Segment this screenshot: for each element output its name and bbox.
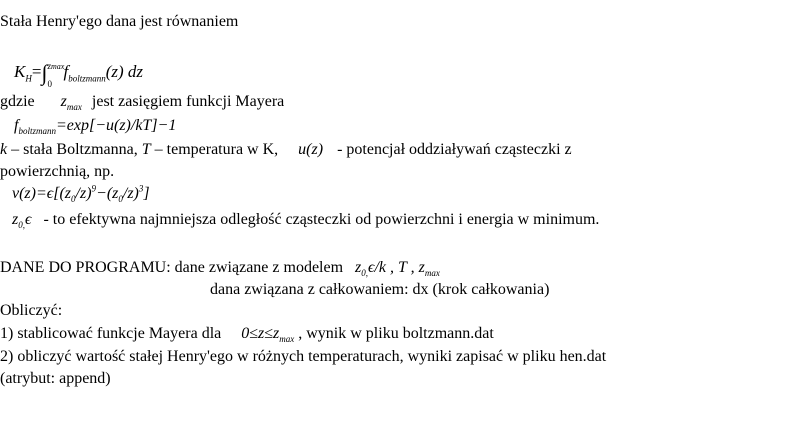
z0-text: - to efektywna najmniejsza odległość cząsteczki od powierzchni i energia w minimum. [43,211,600,228]
task1-prefix: 1) stablicować funkcje Mayera dla [0,325,222,342]
where-text: jest zasięgiem funkcji Mayera [91,93,285,110]
pot-mid2: −(z [96,185,119,202]
intro-text: Stała Henry'ego dana jest równaniem [0,13,239,30]
integration-data-line: dana związana z całkowaniem: dx (krok całkowania) [210,281,550,298]
const-k: k [0,141,8,158]
pot-mid3: /z) [122,185,139,202]
const-u: u(z) [298,141,324,158]
where-prefix: gdzie [0,93,35,110]
formula-k-sub: H [25,73,32,84]
formula-eq: = [31,62,42,81]
compute-label: Obliczyć: [0,302,63,319]
pot-sup2: 3 [138,183,144,194]
mayer-f-sub: boltzmann [18,126,56,137]
program-data-z: z [355,259,362,276]
formula-f: f [63,62,69,81]
mayer-function [14,116,176,136]
formula-arg: (z) dz [105,62,144,81]
where-z-sub: max [66,102,82,113]
task-item-2: 2) obliczyć wartość stałej Henry'ego w różnych temperaturach, wyniki zapisać w pliku hen.dat [0,348,607,365]
pot-lhs: v(z)=ϵ[(z [12,185,72,202]
const-T: T [141,141,151,158]
surface-line: powierzchnią, np. [0,163,115,180]
integral-upper-sub: max [50,62,65,71]
program-data-z-sub: 0, [361,268,369,279]
henry-formula [14,60,144,89]
pot-sup1: 9 [91,183,97,194]
formula-f-sub: boltzmann [68,73,106,84]
const-t2: – temperatura w K, [150,141,279,158]
program-data-rest: ϵ/k , T , z [368,259,425,276]
task-item-1 [0,324,494,344]
pot-sub1: 0 [71,194,76,205]
z0-eps: ϵ [24,211,32,228]
z0-sub: 0, [18,220,25,231]
pot-sub2: 0 [118,194,123,205]
task-item-2-cont: (atrybut: append) [0,370,111,387]
task1-math: 0≤z≤z [241,325,280,342]
const-t1: – stała Boltzmanna, [7,141,142,158]
task1-math-sub: max [279,334,295,345]
const-t3: - potencjał oddziaływań cząsteczki z [337,141,572,158]
program-data-line [0,258,440,278]
task1-suffix: , wynik w pliku boltzmann.dat [294,325,494,342]
z0-z: z [12,211,19,228]
integral-upper: z [47,61,51,71]
mayer-rhs: =exp[−u(z)/kT]−1 [55,117,177,134]
program-data-label: DANE DO PROGRAMU: dane związane z modelem [0,259,344,276]
integral-lower: 0 [47,79,52,89]
mayer-f: f [14,117,19,134]
where-z: z [60,93,67,110]
program-data-rest-sub: max [424,268,440,279]
potential-formula [12,184,150,204]
formula-k: K [14,62,26,81]
pot-end: ] [143,185,150,202]
z0-line [12,210,599,230]
integral-sign: ∫ [41,60,48,85]
constants-line [0,140,572,160]
where-line [0,92,284,112]
integral-limits [47,61,65,89]
pot-mid1: /z) [75,185,92,202]
